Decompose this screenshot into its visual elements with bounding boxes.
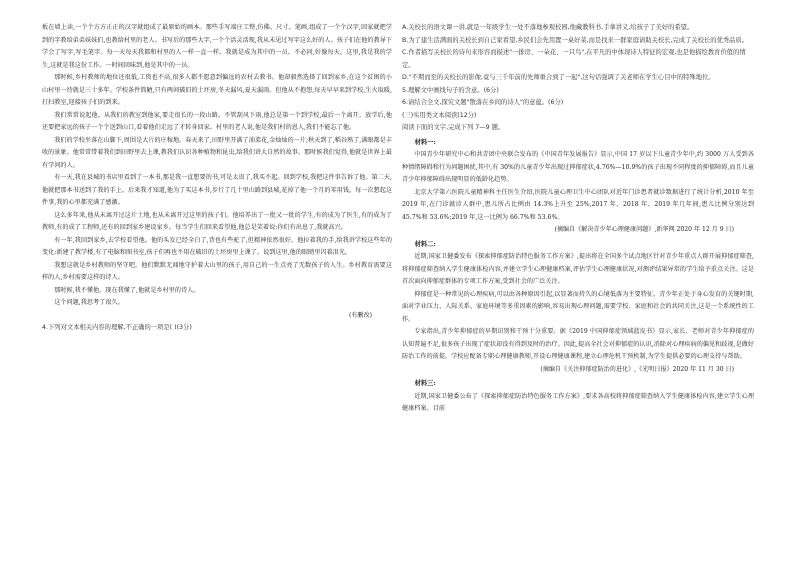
question-4: 4.下列对文本相关内容的理解,不正确的一项是( )(3分) xyxy=(42,324,192,331)
passage-paragraph: 我们常常说起他。从我们的教室到他家,要走很长的一段山路。不管刮风下雨,他总是第一个到学校,最后一个离开。放学后,他还要把家远的孩子一个个送到山口,看着他们走远了才转身回家。村里的老人说,他是我们村的恩人,我们不能忘了他。 xyxy=(42,111,392,131)
passage-paragraph: 我们的学校坐落在山脚下,周围是大片的庄稼地。春天来了,田野里开满了油菜花,金灿灿的一片;秋天到了,稻谷熟了,满眼都是丰收的景象。他常常带着我们到田野里去上课,教我们认识各种植物和昆虫,给我们讲大自然的故事。那时候我们觉得,他就是世界上最有学问的人。 xyxy=(42,136,393,169)
material-1-source: (摘编自《解决青少年心理健康问题》,新华网 2020 年 12 月 9 日) xyxy=(554,226,734,233)
passage-paragraph: 这个问题,我思考了很久。 xyxy=(54,299,124,306)
passage-paragraph: 那时候,我不懂他。现在我懂了,他就是乡村里的诗人。 xyxy=(54,286,200,294)
material-3-label: 材料三: xyxy=(414,380,436,387)
question-6: 6.请结合全文,探究文题"散落在乡间的诗人"的意蕴。(6分) xyxy=(402,99,564,106)
material-1-paragraph: 中国青少年研究中心和共青团中央联合发布的《中国青年发展报告》显示,中国 17 岁以下儿童青少年中,约 3000 万人受到各种情绪障碍和行为问题困扰,其中,有 30%的儿童青少年出现过抑郁症状,4.76%—10.9%的孩子出现不同程度的抑郁障碍,而且儿童青少年抑郁障碍出现明显的低龄化趋势。 xyxy=(402,151,754,183)
left-column xyxy=(42,22,392,335)
material-1-label: 材料一: xyxy=(414,138,436,146)
passage-paragraph: 那时候,乡村教师的地位还很低,工资也不高,很多人都不愿意到偏远的农村去教书。他却毅然选择了回到家乡,在这个贫困的小山村里一待就是三十多年。学校条件简陋,只有两间破旧的土坯房,冬天漏风,夏天漏雨。但他从不抱怨,每天早早来到学校,生火取暖,打扫教室,迎接孩子们的到来。 xyxy=(42,74,392,106)
material-3-paragraph: 近期,国家卫健委公布了《探索抑郁症防治特色服务工作方案》,要求各高校将抑郁症筛查纳入学生健康体检内容,建立学生心理健康档案。目前 xyxy=(402,392,754,412)
passage-source: (有删改) xyxy=(348,311,372,319)
option-c: C.作者描写关校长的诗句来形容而描述"一排房、一朵花、一只鸟",在平凡的中体现诗人特征的宏观,也是他描绘教育价值的情定。 xyxy=(402,49,746,69)
passage-paragraph: 有一天,我在县城的书店里看到了一本书,那是我一直想要的书,可是太贵了,我买不起。回到学校,我把这件事告诉了他。第二天,他就把那本书送到了我的手上。后来我才知道,他为了买这本书,步行了几十里山路到县城,花掉了他一个月的零用钱。每一次想起这件事,我的心里都充满了感激。 xyxy=(42,174,393,206)
option-b: B.为了建生活满面的关校长到自己家看望,乡民们会先用置一桌好菜,而是找来一群家庭请助关校长,完成了关校长的优秀品质。 xyxy=(402,36,749,44)
material-2-paragraph: 专家指出,青少年抑郁症的早期识别和干预十分重要。据《2019 中国抑郁症领域蓝皮书》显示,家长、老师对青少年抑郁症的认知普遍不足,很多孩子出现了症状却没有得到及时的治疗。因此,提高全社会对抑郁症的认识,消除对心理疾病的偏见和歧视,是做好防治工作的前提。学校应配备专职心理健康教师,开设心理健康课程,建立心理危机干预机制,为学生提供必要的心理支持与帮助。 xyxy=(402,328,754,360)
passage-paragraph: 这么多年来,他从未离开过这片土地,也从未离开过这里的孩子们。他培养出了一批又一批的学生,有的成为了医生,有的成为了教师,有的成了工程师,还有的回到家乡建设家乡。每当学生们回来看望他,他总是笑着说:你们有出息了,我就高兴。 xyxy=(42,211,392,231)
material-1-paragraph: 北京大学第六医院儿童精神科主任医生介绍,医院儿童心理卫生中心团队对近年门诊患者就诊数据进行了统计分析,2010 年至 2019 年,在门诊就诊人群中,患儿所占比例由 14.3%上升至 25%,2017 年、2018 年、2019 年几年间,患儿比例分别达到 45.7%和 53.6%;2019 年,这一比例为 66.7%和 53.6%。 xyxy=(402,188,754,221)
option-d: D."不期而至的关校长的影像,竟与三千年前的先师重合到了一起",这句话强调了关老师在学生心目中的特殊地位。 xyxy=(402,74,715,81)
question-5: 5.理解文中画线句子的含意。(6分) xyxy=(402,86,499,94)
material-2-paragraph: 抑郁症是一种常见的心理疾病,可以由各种原因引起,以显著而持久的心境低落为主要特征。青少年正处于身心发育的关键时期,面对学业压力、人际关系、家庭环境等多重因素的影响,容易出现心理问题,需要学校、家庭和社会的共同关注,这是一个系统性的工作。 xyxy=(402,290,754,323)
material-2-label: 材料二: xyxy=(414,240,436,248)
material-2-paragraph: 近期,国家卫健委发布《探索抑郁症防治特色服务工作方案》,提出将在全国多个试点地区针对青少年重点人群开展抑郁症筛查,将抑郁症筛查纳入学生健康体检内容,并建立学生心理健康档案,评估学生心理健康状况,对测评结果异常的学生给予重点关注。这是首次面向抑郁症群体的专项工作方案,受到社会的广泛关注。 xyxy=(402,253,754,285)
material-2-source: (摘编自《关注抑郁症防治的进化》,《光明日报》2020 年 11 月 30 日) xyxy=(540,365,734,373)
option-a: A.关校长的语文课一讲,就是一年级学生一处不落地参观校园,他藏教科书,手拿讲义,给孩子了美好的希望。 xyxy=(402,24,694,31)
passage-paragraph: 有一年,我回到家乡,去学校看望他。他的头发已经全白了,背也有些驼了,但精神依然很好。他拉着我的手,给我讲学校这些年的变化:新建了教学楼,有了电脑和图书室,孩子们再也不用在破旧的土坯房里上课了。说到这里,他的眼睛里闪着泪光。 xyxy=(42,236,392,256)
passage-paragraph: 板在墙上读,一个个方方正正的汉字就组成了最原始的画本。那些手写端庄工整,仿佛、尺寸、笔画,组成了一个个汉字,回家就把学到的字教给弟弟妹妹们,也教给村里的老人。书写后的那些大字,一个个活灵活现,我从未见过写字这么好的人。孩子们在他的教导下学会了写字,写毛笔字。每一天每天我都和村里的人一样一直一样。我就是成为其中的一员。不必问,好像每天。这里,我是我的学生,这就是我这份工作。一时间回味到,他是其中的一员。 xyxy=(42,24,393,69)
passage-paragraph: 我想这就是乡村教师的坚守吧。他们默默无闻地守护着大山里的孩子,用自己的一生点亮了无数孩子的人生。乡村教育需要这样的人,乡村需要这样的诗人。 xyxy=(42,261,392,281)
right-column xyxy=(402,22,754,416)
section-heading: (三)实用类文本阅读(12分) xyxy=(402,111,477,119)
instruction: 阅读下面的文字,完成下列 7—9 题。 xyxy=(402,124,505,131)
